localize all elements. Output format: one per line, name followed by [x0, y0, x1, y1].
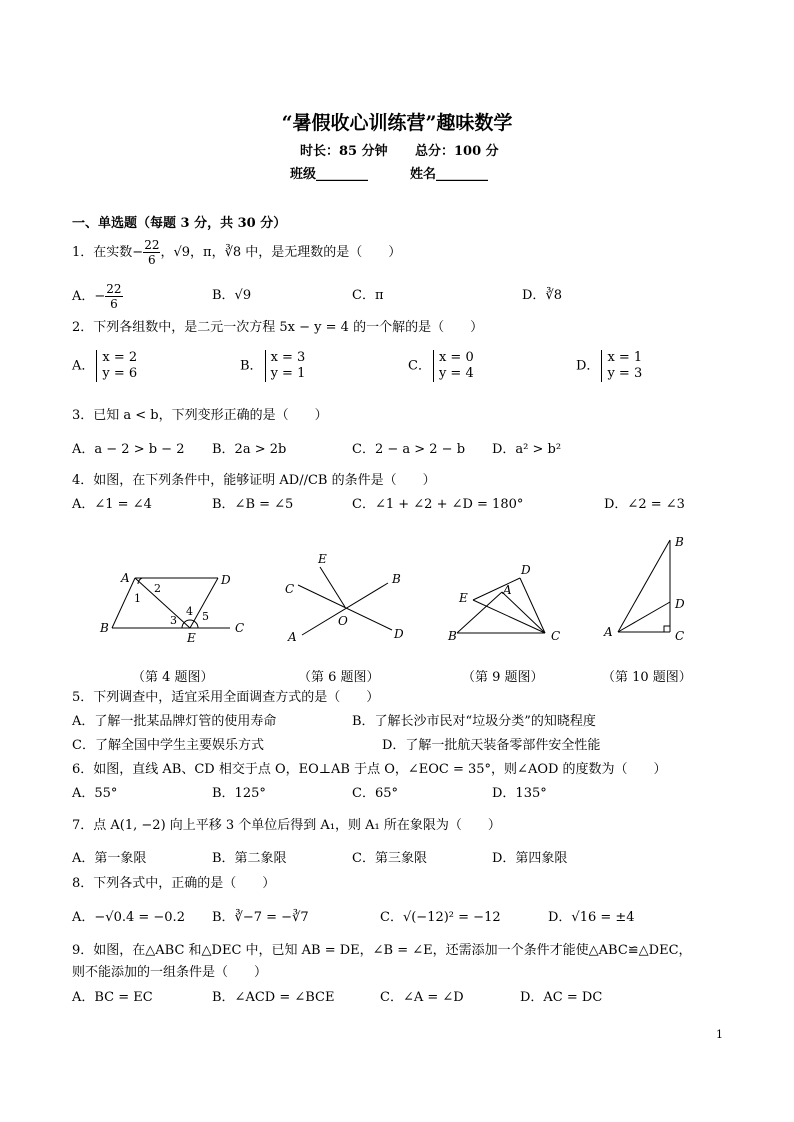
question-4: 4．如图，在下列条件中，能够证明 AD//CB 的条件是（ ） [72, 473, 436, 488]
q4-option-d: D．∠2 = ∠3 [604, 497, 685, 512]
fig10-label-a: A [604, 625, 613, 639]
time-label: 时长：85 分钟 [300, 144, 388, 159]
q8-option-d: D．√16 = ±4 [548, 910, 635, 925]
q1-option-c: C．π [352, 288, 384, 303]
q1-fraction: $\frac{22}{6}$ [144, 238, 160, 267]
fig6-label-d: D [394, 627, 404, 641]
fig4-label-e: E [187, 631, 196, 645]
figure-9 [445, 560, 575, 650]
question-2: 2．下列各组数中，是二元一次方程 5x − y = 4 的一个解的是（ ） [72, 320, 484, 335]
q9-option-c: C．∠A = ∠D [380, 990, 464, 1005]
q6-option-d: D．135° [492, 786, 547, 801]
fig4-angle-2: 2 [154, 582, 161, 595]
fig6-label-c: C [285, 582, 295, 596]
question-3: 3．已知 a < b，下列变形正确的是（ ） [72, 408, 328, 423]
fig10-label-c: C [675, 629, 685, 643]
q3-option-d: D．a² > b² [492, 442, 562, 457]
fig10-label-b: B [675, 535, 684, 549]
q9-option-b: B．∠ACD = ∠BCE [212, 990, 335, 1005]
q1-stem-b: ，√9，π，∛8 中，是无理数的是（ ） [160, 245, 402, 260]
q5-option-c: C．了解全国中学生主要娱乐方式 [72, 738, 264, 753]
q1-option-a: A．− $\frac{22}{6}$ [72, 282, 122, 311]
fig4-label-c: C [235, 621, 245, 635]
question-8: 8．下列各式中，正确的是（ ） [72, 876, 276, 891]
q3-option-b: B．2a > 2b [212, 442, 287, 457]
q9-option-d: D．AC = DC [520, 990, 603, 1005]
fig4-angle-3: 3 [170, 614, 177, 627]
fig6-label-b: B [392, 572, 401, 586]
class-field: 班级________ [290, 167, 369, 182]
figure-4-caption: （第 4 题图） [132, 670, 214, 685]
fig10-label-d: D [675, 597, 685, 611]
q5-option-b: B．了解长沙市民对“垃圾分类”的知晓程度 [352, 714, 596, 729]
fig9-label-c: C [551, 629, 561, 643]
page-number: 1 [716, 1028, 723, 1041]
question-7: 7．点 A(1, −2) 向上平移 3 个单位后得到 A₁，则 A₁ 所在象限为（ ） [72, 818, 501, 833]
fig4-label-b: B [100, 621, 109, 635]
question-1: 1．在实数− $\frac{22}{6}$ ，√9，π，∛8 中，是无理数的是（ ） [72, 238, 402, 267]
q7-option-d: D．第四象限 [492, 851, 568, 866]
fig4-angle-5: 5 [202, 610, 209, 623]
fig4-label-d: D [221, 573, 231, 587]
fig4-label-a: A [121, 571, 130, 585]
q8-option-b: B．∛−7 = −∛7 [212, 910, 309, 925]
q4-option-b: B．∠B = ∠5 [212, 497, 294, 512]
section-heading: 一、单选题（每题 3 分，共 30 分） [72, 216, 287, 231]
q2-option-a: A． x = 2 y = 6 [72, 350, 138, 381]
q2-option-c: C． x = 0 y = 4 [408, 350, 474, 381]
q3-option-c: C．2 − a > 2 − b [352, 442, 466, 457]
q9-option-a: A．BC = EC [72, 990, 153, 1005]
q2-option-d: D． x = 1 y = 3 [576, 350, 643, 381]
q2-option-b: B． x = 3 y = 1 [240, 350, 306, 381]
fig9-label-a: A [503, 583, 512, 597]
q3-option-a: A．a − 2 > b − 2 [72, 442, 185, 457]
q7-option-b: B．第二象限 [212, 851, 287, 866]
q4-option-c: C．∠1 + ∠2 + ∠D = 180° [352, 497, 524, 512]
fig6-label-o: O [338, 614, 348, 628]
question-6: 6．如图，直线 AB、CD 相交于点 O，EO⊥AB 于点 O，∠EOC = 35°，则∠AOD 的度数为（ ） [72, 762, 667, 777]
q1-stem-a: 1．在实数 [72, 245, 133, 260]
fig4-angle-4: 4 [186, 605, 193, 618]
q5-option-a: A．了解一批某品牌灯管的使用寿命 [72, 714, 277, 729]
question-5: 5．下列调查中，适宜采用全面调查方式的是（ ） [72, 690, 380, 705]
question-9-cont: 则不能添加的一组条件是（ ） [72, 965, 268, 980]
fig6-label-e: E [318, 552, 327, 566]
q1-option-d: D．∛8 [522, 288, 562, 303]
q4-option-a: A．∠1 = ∠4 [72, 497, 152, 512]
figure-10-caption: （第 10 题图） [602, 670, 692, 685]
fig6-label-a: A [288, 630, 297, 644]
name-field: 姓名________ [410, 167, 489, 182]
q8-option-c: C．√(−12)² = −12 [380, 910, 501, 925]
question-9: 9．如图，在△ABC 和△DEC 中，已知 AB = DE，∠B = ∠E，还需添加一个条件才能使△ABC≌△DEC， [72, 943, 692, 958]
figure-6-caption: （第 6 题图） [298, 670, 380, 685]
fig4-angle-1: 1 [134, 592, 141, 605]
q5-option-d: D．了解一批航天装备零部件安全性能 [382, 738, 601, 753]
figure-4 [90, 560, 260, 650]
q8-option-a: A．−√0.4 = −0.2 [72, 910, 185, 925]
q6-option-b: B．125° [212, 786, 266, 801]
q6-option-a: A．55° [72, 786, 118, 801]
score-label: 总分：100 分 [415, 144, 499, 159]
figure-10 [598, 530, 708, 650]
q1-option-b: B．√9 [212, 288, 252, 303]
page-title: “暑假收心训练营”趣味数学 [281, 112, 513, 134]
fig9-label-d: D [521, 563, 531, 577]
figure-6 [280, 545, 420, 645]
figure-9-caption: （第 9 题图） [462, 670, 544, 685]
q7-option-c: C．第三象限 [352, 851, 427, 866]
q6-option-c: C．65° [352, 786, 398, 801]
fig9-label-e: E [459, 591, 468, 605]
fig9-label-b: B [448, 629, 457, 643]
q7-option-a: A．第一象限 [72, 851, 147, 866]
